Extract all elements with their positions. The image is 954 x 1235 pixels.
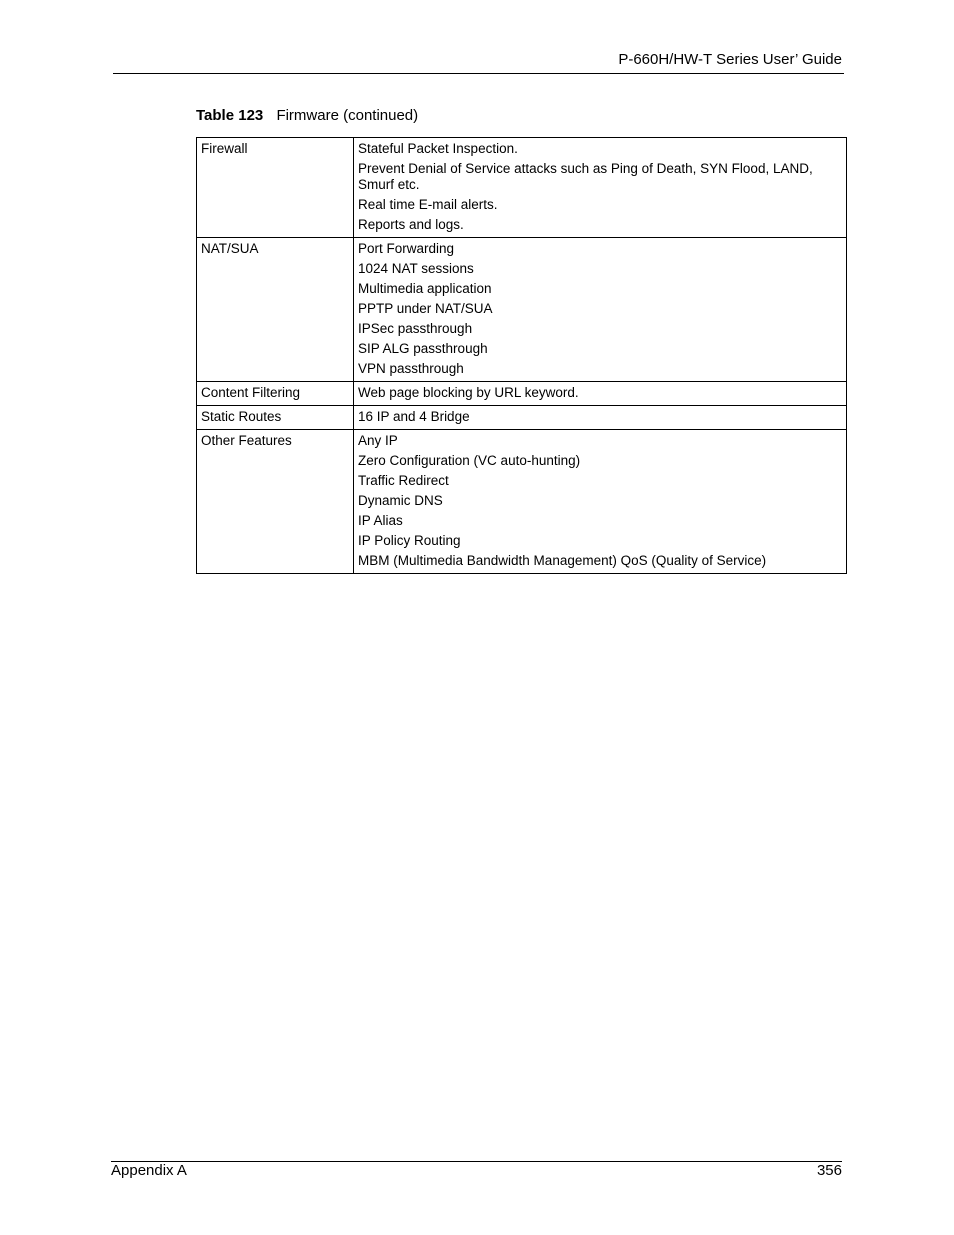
header-rule xyxy=(113,73,844,74)
detail-line: Prevent Denial of Service attacks such as Ping of Death, SYN Flood, LAND, Smurf etc. xyxy=(358,161,813,192)
detail-line: IPSec passthrough xyxy=(358,321,473,336)
feature-cell: Other Features xyxy=(197,430,354,574)
detail-line: Port Forwarding xyxy=(358,241,455,256)
detail-line: Traffic Redirect xyxy=(358,473,449,488)
details-cell xyxy=(354,430,847,574)
table-caption xyxy=(196,107,418,125)
details-cell xyxy=(354,238,847,382)
detail-line: Any IP xyxy=(358,433,398,448)
table-row xyxy=(197,406,847,430)
table-row xyxy=(197,138,847,238)
footer-section: Appendix A xyxy=(111,1162,187,1179)
details-cell xyxy=(354,406,847,430)
table-row xyxy=(197,238,847,382)
detail-line: Dynamic DNS xyxy=(358,493,443,508)
detail-line: 1024 NAT sessions xyxy=(358,261,474,276)
detail-line: 16 IP and 4 Bridge xyxy=(358,409,470,424)
detail-line: PPTP under NAT/SUA xyxy=(358,301,493,316)
detail-line: Zero Configuration (VC auto-hunting) xyxy=(358,453,581,468)
detail-line: IP Policy Routing xyxy=(358,533,461,548)
feature-cell: NAT/SUA xyxy=(197,238,354,382)
detail-line: Web page blocking by URL keyword. xyxy=(358,385,579,400)
table-row xyxy=(197,430,847,574)
feature-cell: Static Routes xyxy=(197,406,354,430)
footer-rule xyxy=(111,1161,842,1162)
feature-cell: Firewall xyxy=(197,138,354,238)
detail-line: Real time E-mail alerts. xyxy=(358,197,498,212)
detail-line: MBM (Multimedia Bandwidth Management) QoS (Quality of Service) xyxy=(358,553,767,568)
detail-line: Reports and logs. xyxy=(358,217,464,232)
detail-line: SIP ALG passthrough xyxy=(358,341,488,356)
detail-line: VPN passthrough xyxy=(358,361,464,376)
table-caption-text: Firmware (continued) xyxy=(276,107,419,124)
running-header-title: P-660H/HW-T Series User’ Guide xyxy=(618,51,842,68)
detail-line: Stateful Packet Inspection. xyxy=(358,141,518,156)
details-cell xyxy=(354,382,847,406)
page-number: 356 xyxy=(816,1162,842,1179)
firmware-table xyxy=(196,137,847,574)
details-cell xyxy=(354,138,847,238)
feature-cell: Content Filtering xyxy=(197,382,354,406)
table-row xyxy=(197,382,847,406)
detail-line: IP Alias xyxy=(358,513,403,528)
detail-line: Multimedia application xyxy=(358,281,492,296)
table-caption-number: Table 123 xyxy=(196,107,264,124)
